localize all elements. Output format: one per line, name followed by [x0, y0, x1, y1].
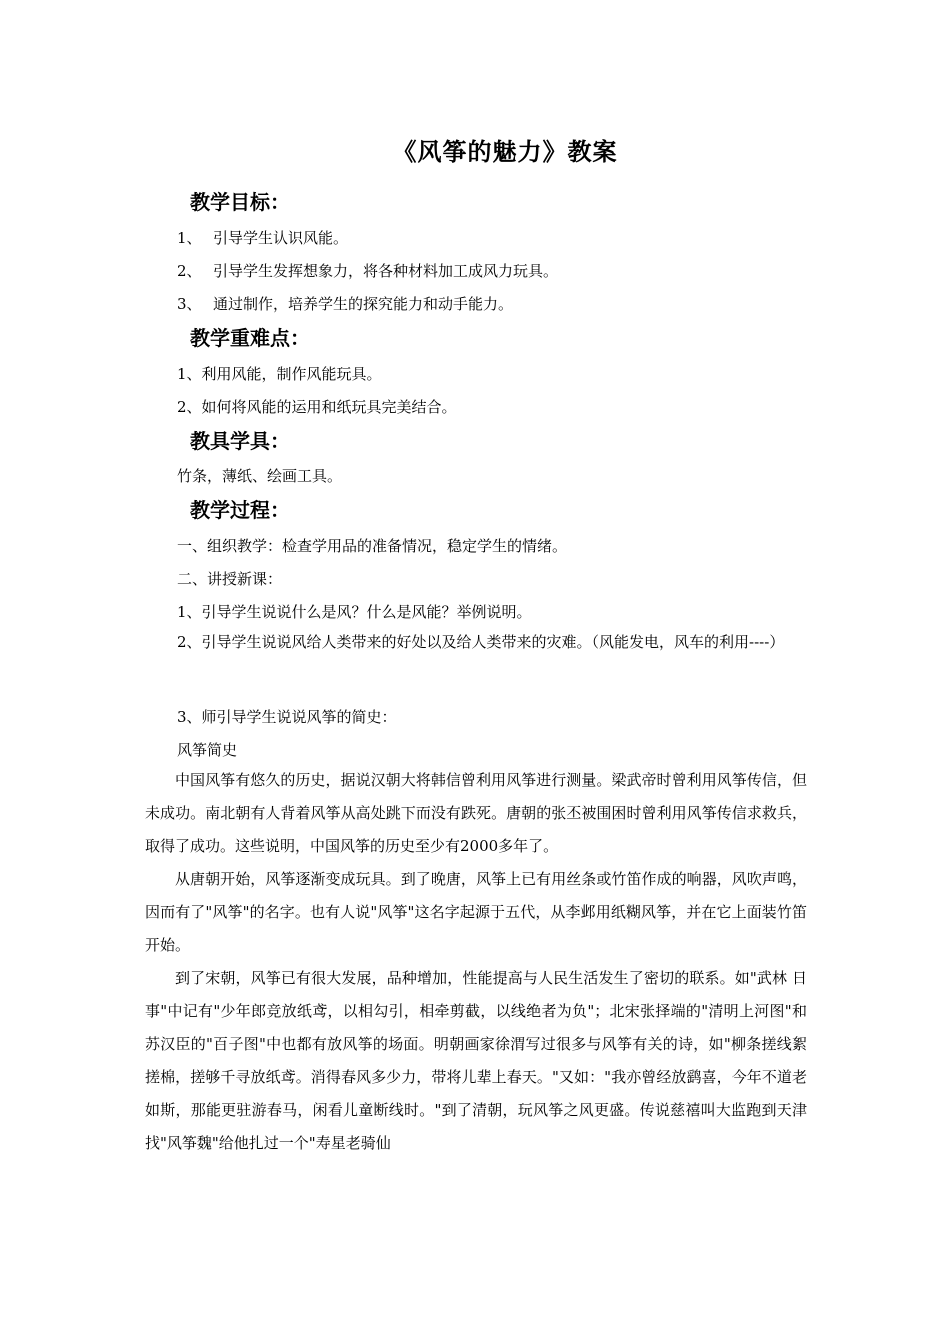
tools-text: 竹条，薄纸、绘画工具。: [177, 467, 343, 485]
process-item-3: 3、师引导学生说说风筝的简史：: [177, 708, 397, 726]
key-point-2: 2、如何将风能的运用和纸玩具完美结合。: [177, 398, 457, 416]
goal-item-1-text: 引导学生认识风能。: [213, 229, 349, 247]
goal-item-3-text: 通过制作，培养学生的探究能力和动手能力。: [213, 295, 514, 313]
goal-item-3: [177, 293, 513, 314]
page-title: 《风筝的魅力》教案: [392, 137, 618, 166]
process-line-3: 1、引导学生说说什么是风？什么是风能？举例说明。: [177, 603, 532, 621]
heading-goals: 教学目标：: [190, 190, 290, 214]
goal-item-3-num: 3、: [177, 295, 202, 313]
history-paragraph-2: 从唐朝开始，风筝逐渐变成玩具。到了晚唐，风筝上已有用丝条或竹笛作成的响器，风吹声鸣，因而有了"风筝"的名字。也有人说"风筝"这名字起源于五代，从李邺用纸糊风筝，并在它上面装竹笛开始。: [145, 870, 807, 954]
goal-item-2-num: 2、: [177, 262, 202, 280]
heading-tools: 教具学具：: [190, 429, 290, 453]
process-item-2: 2、引导学生说说风给人类带来的好处以及给人类带来的灾难。（风能发电，风车的利用----）: [177, 633, 785, 651]
heading-process: 教学过程：: [190, 498, 290, 522]
history-paragraph-1: 中国风筝有悠久的历史，据说汉朝大将韩信曾利用风筝进行测量。梁武帝时曾利用风筝传信，但未成功。南北朝有人背着风筝从高处跳下而没有跌死。唐朝的张丕被围困时曾利用风筝传信求救兵，取得了成功。这些说明，中国风筝的历史至少有2000多年了。: [145, 771, 807, 855]
history-paragraph-3: 到了宋朝，风筝已有很大发展，品种增加，性能提高与人民生活发生了密切的联系。如"武林 日事"中记有"少年郎竞放纸鸢，以相勾引，相牵剪截，以线绝者为负"；北宋张择端的"清明上河图"和苏汉臣的"百子图"中也都有放风筝的场面。明朝画家徐渭写过很多与风筝有关的诗，如"柳条搓线絮搓棉，搓够千寻放纸鸢。消得春风多少力，带将儿辈上春天。"又如："我亦曾经放鹞喜，今年不道老如斯，那能更驻游春马，闲看儿童断线时。"到了清朝，玩风筝之风更盛。传说慈禧叫大监跑到天津找"风筝魏"给他扎过一个"寿星老骑仙: [145, 969, 807, 1152]
process-line-2: 二、讲授新课：: [177, 570, 283, 588]
history-title: 风筝简史: [177, 741, 238, 759]
heading-key-points: 教学重难点：: [190, 326, 310, 350]
goal-item-2: [177, 260, 558, 281]
process-line-1: 一、组织教学：检查学用品的准备情况，稳定学生的情绪。: [177, 537, 568, 555]
key-point-1: 1、利用风能，制作风能玩具。: [177, 365, 382, 383]
goal-item-1: [177, 227, 348, 248]
goal-item-1-num: 1、: [177, 229, 202, 247]
goal-item-2-text: 引导学生发挥想象力，将各种材料加工成风力玩具。: [213, 262, 559, 280]
